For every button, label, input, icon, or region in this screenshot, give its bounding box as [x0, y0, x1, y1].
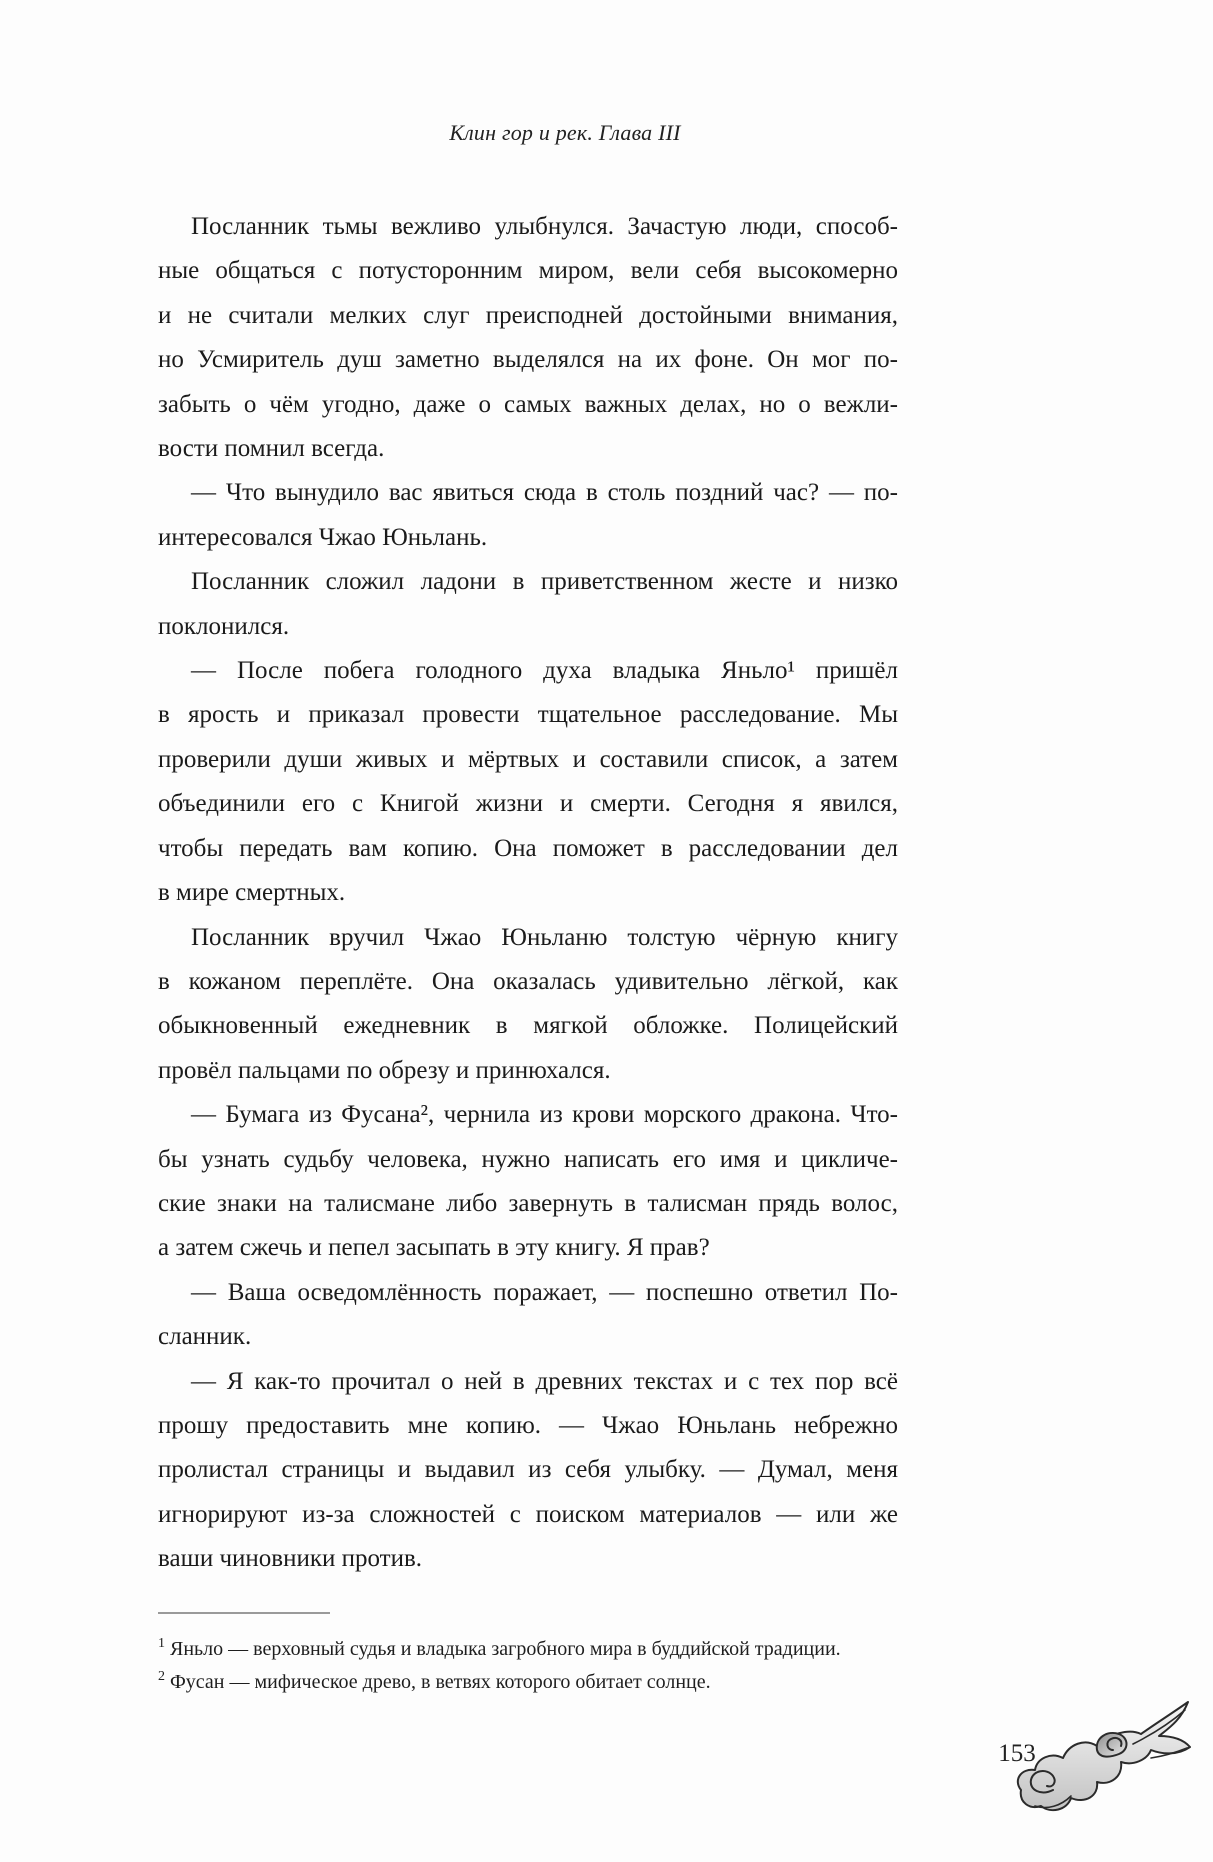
- text-line: интересовался Чжао Юньлань.: [158, 523, 488, 551]
- text-line: Посланник вручил Чжао Юньланю толстую чёрную книгу: [191, 923, 898, 951]
- text-line: прошу предоставить мне копию. — Чжао Юньлань небрежно: [158, 1411, 898, 1439]
- running-head: Клин гор и рек. Глава III: [449, 120, 681, 145]
- footnote-1: [158, 1633, 918, 1666]
- footnote-2-text: Фусан — мифическое древо, в ветвях которого обитает солнце.: [170, 1671, 711, 1693]
- paragraph: [158, 649, 898, 915]
- footnote-1-marker: 1: [158, 1636, 165, 1652]
- text-line: — После побега голодного духа владыка Яньло¹ пришёл: [191, 657, 898, 685]
- footnote-1-text: Яньло — верховный судья и владыка загробного мира в буддийской традиции.: [170, 1638, 841, 1660]
- paragraph: [158, 471, 898, 560]
- text-line: бы узнать судьбу человека, нужно написать его имя и цикличе-: [158, 1145, 898, 1173]
- text-line: игнорируют из-за сложностей с поиском материалов — или же: [158, 1500, 898, 1528]
- text-line: в мире смертных.: [158, 879, 346, 907]
- text-line: и не считали мелких слуг преисподней достойными внимания,: [158, 301, 898, 329]
- footnote-2-marker: 2: [158, 1669, 165, 1685]
- text-line: в кожаном переплёте. Она оказалась удивительно лёгкой, как: [158, 967, 898, 995]
- text-line: Посланник тьмы вежливо улыбнулся. Зачастую люди, способ-: [191, 213, 898, 240]
- text-line: ские знаки на талисмане либо завернуть в талисман прядь волос,: [158, 1189, 898, 1217]
- text-line: обыкновенный ежедневник в мягкой обложке. Полицейский: [158, 1012, 898, 1040]
- paragraph: [158, 205, 898, 471]
- paragraph: [158, 1093, 898, 1271]
- text-line: но Усмиритель душ заметно выделялся на их фоне. Он мог по-: [158, 346, 898, 374]
- text-line: — Ваша осведомлённость поражает, — поспешно ответил По-: [191, 1278, 898, 1306]
- text-line: — Что вынудило вас явиться сюда в столь поздний час? — по-: [191, 479, 898, 507]
- paragraph: [158, 916, 898, 1094]
- footnote-divider: [158, 1612, 330, 1614]
- paragraph: [158, 560, 898, 649]
- paragraph: [158, 1360, 898, 1582]
- text-line: — Я как-то прочитал о ней в древних текстах и с тех пор всё: [191, 1367, 898, 1395]
- text-line: в ярость и приказал провести тщательное расследование. Мы: [158, 701, 898, 729]
- body-text: [158, 205, 898, 1582]
- text-line: ваши чиновники против.: [158, 1545, 423, 1573]
- text-line: Посланник сложил ладони в приветственном жесте и низко: [191, 568, 898, 596]
- cloud-flourish-icon: [1013, 1698, 1193, 1818]
- text-line: — Бумага из Фусана², чернила из крови морского дракона. Что-: [191, 1101, 898, 1129]
- text-line: а затем сжечь и пепел засыпать в эту книгу. Я прав?: [158, 1234, 710, 1262]
- page-number: 153: [998, 1740, 1036, 1767]
- text-line: пролистал страницы и выдавил из себя улыбку. — Думал, меня: [158, 1456, 898, 1484]
- text-line: чтобы передать вам копию. Она поможет в расследовании дел: [158, 834, 898, 862]
- text-line: поклонился.: [158, 612, 290, 640]
- text-line: проверили души живых и мёртвых и составили список, а затем: [158, 745, 898, 773]
- footnotes: [158, 1633, 918, 1699]
- text-line: объединили его с Книгой жизни и смерти. Сегодня я явился,: [158, 790, 898, 818]
- footnote-2: [158, 1666, 918, 1699]
- text-line: вости помнил всегда.: [158, 435, 385, 463]
- text-line: провёл пальцами по обрезу и принюхался.: [158, 1056, 611, 1084]
- paragraph: [158, 1271, 898, 1360]
- text-line: ные общаться с потусторонним миром, вели себя высокомерно: [158, 257, 898, 285]
- text-line: забыть о чём угодно, даже о самых важных делах, но о вежли-: [158, 390, 898, 418]
- text-line: сланник.: [158, 1323, 252, 1351]
